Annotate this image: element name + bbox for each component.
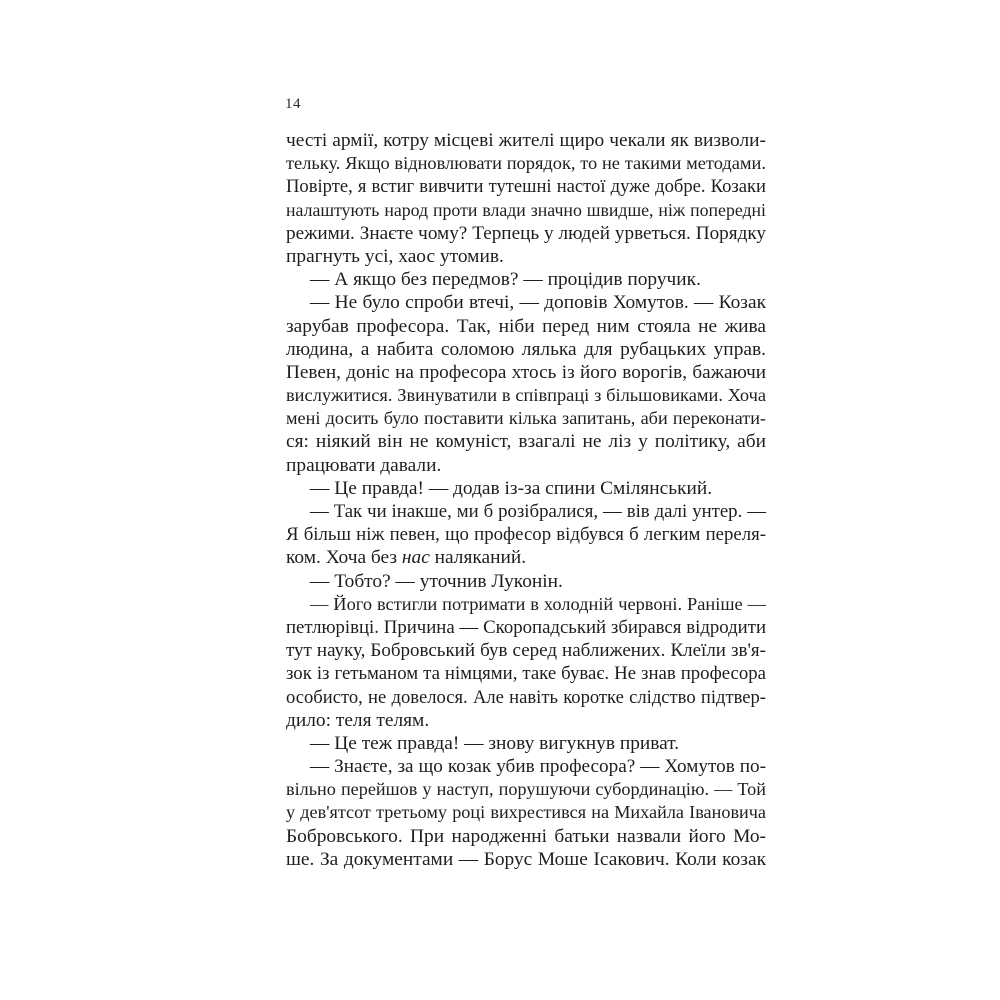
text-line: вислужитися. Звинуватили в співпраці з більшовиками. Хоча xyxy=(286,385,766,406)
text-line: честі армії, котру місцеві жителі щиро чекали як визволи- xyxy=(286,130,766,151)
text-line: прагнуть усі, хаос утомив. xyxy=(286,245,504,267)
text-line: ше. За документами — Борус Моше Ісакович. Коли козак xyxy=(286,848,766,870)
text-line: — Його встигли потримати в холодній червоні. Раніше — xyxy=(310,593,766,614)
text-line: петлюрівці. Причина — Скоропадський збирався відродити xyxy=(286,616,766,638)
text-line: — Це правда! — додав із-за спини Смілянський. xyxy=(310,477,713,499)
text-line: Я більш ніж певен, що професор відбувся б легким переля- xyxy=(286,524,766,546)
text-line: — Так чи інакше, ми б розібралися, — вів далі унтер. — xyxy=(310,501,766,522)
text-line: — Тобто? — уточнив Луконін. xyxy=(310,570,563,592)
text-line: тельку. Якщо відновлювати порядок, то не такими методами. xyxy=(286,153,766,174)
text-line: Повірте, я встиг вивчити тутешні настої дуже добре. Козаки xyxy=(286,176,766,198)
page-number: 14 xyxy=(285,96,301,112)
text-line: мені досить було поставити кілька запитань, аби переконати- xyxy=(286,408,766,429)
text-line-segment: ком. Хоча без xyxy=(286,547,402,569)
text-line-segment: наляканий. xyxy=(429,547,527,569)
text-line: працювати давали. xyxy=(286,454,442,476)
text-line: Бобровського. При народженні батьки назвали його Мо- xyxy=(286,825,766,847)
text-line: — Не було спроби втечі, — доповів Хомутов. — Козак xyxy=(310,292,766,314)
text-line: ся: ніякий він не комуніст, взагалі не ліз у політику, аби xyxy=(286,431,766,453)
text-line: — Знаєте, за що козак убив професора? — Хомутов по- xyxy=(310,756,766,778)
text-line: зок із гетьманом та німцями, таке буває. Не знав професора xyxy=(286,663,766,685)
text-line: дило: теля телям. xyxy=(286,709,430,731)
text-line: у дев'ятсот третьому році вихрестився на Михайла Івановича xyxy=(286,802,766,823)
text-line: тут науку, Бобровський був серед наближених. Клеїли зв'я- xyxy=(286,640,766,662)
text-line xyxy=(286,546,766,569)
text-line: — Це теж правда! — знову вигукнув приват. xyxy=(310,732,680,754)
text-line: Певен, доніс на професора хтось із його ворогів, бажаючи xyxy=(286,361,766,383)
text-line: зарубав професора. Так, ніби перед ним стояла не жива xyxy=(286,315,766,337)
text-line: — А якщо без передмов? — процідив поручик. xyxy=(310,269,701,291)
text-line: особисто, не довелося. Але навіть коротке слідство підтвер- xyxy=(286,686,766,708)
text-line: режими. Знаєте чому? Терпець у людей урветься. Порядку xyxy=(286,222,766,244)
text-line: налаштують народ проти влади значно швидше, ніж попередні xyxy=(286,199,766,220)
text-line: вільно перейшов у наступ, порушуючи субординацію. — Той xyxy=(286,779,766,800)
italic-word: нас xyxy=(401,547,430,569)
body-text xyxy=(286,129,766,871)
text-line: людина, а набита соломою лялька для рубацьких управ. xyxy=(286,338,766,360)
